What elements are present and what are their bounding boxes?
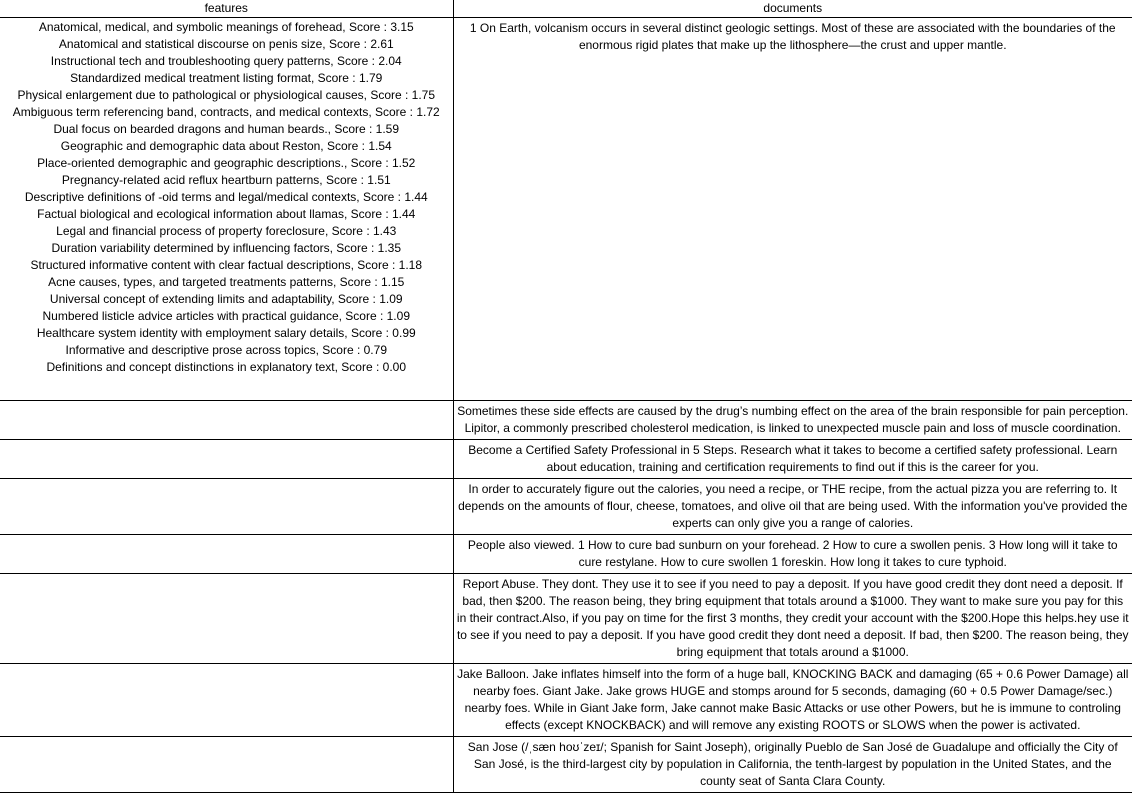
features-cell-empty <box>0 400 453 439</box>
documents-column-header: documents <box>763 1 823 15</box>
feature-line: Healthcare system identity with employment salary details, Score : 0.99 <box>36 325 416 340</box>
table-row <box>0 573 1132 663</box>
feature-line: Numbered listicle advice articles with practical guidance, Score : 1.09 <box>42 308 410 323</box>
table-row <box>0 478 1132 534</box>
features-cell-empty <box>0 736 453 792</box>
table-row <box>0 663 1132 736</box>
feature-line: Physical enlargement due to pathological or physiological causes, Score : 1.75 <box>17 87 436 102</box>
features-column-header: features <box>0 0 453 17</box>
document-cell: Report Abuse. They dont. They use it to see if you need to pay a deposit. If you have good credit they dont need a deposit. If bad, then $200. The reason being, they bring equipment that totals around a $1000. They want to make sure you pay for this in their contract.Also, if you pay on time for the first 3 months, they credit your account with the $200.Hope this helps.hey use it to see if you need to pay a deposit. If you have good credit they dont need a deposit. If bad, then $200. The reason being, they bring equipment that totals around a $1000. <box>456 576 1129 659</box>
table-row <box>0 736 1132 792</box>
feature-line: Instructional tech and troubleshooting query patterns, Score : 2.04 <box>50 53 402 68</box>
feature-line: Acne causes, types, and targeted treatments patterns, Score : 1.15 <box>48 274 405 289</box>
features-cell-empty <box>0 573 453 663</box>
feature-line: Ambiguous term referencing band, contracts, and medical contexts, Score : 1.72 <box>12 104 440 119</box>
feature-line: Standardized medical treatment listing format, Score : 1.79 <box>70 70 383 85</box>
feature-line: Anatomical, medical, and symbolic meanings of forehead, Score : 3.15 <box>38 19 414 34</box>
feature-line: Pregnancy-related acid reflux heartburn patterns, Score : 1.51 <box>61 172 391 187</box>
feature-line: Legal and financial process of property foreclosure, Score : 1.43 <box>56 223 397 238</box>
table-row <box>0 17 1132 400</box>
feature-line: Anatomical and statistical discourse on penis size, Score : 2.61 <box>58 36 394 51</box>
features-cell-empty <box>0 534 453 573</box>
features-cell-empty <box>0 478 453 534</box>
feature-line: Informative and descriptive prose across topics, Score : 0.79 <box>65 342 387 357</box>
document-cell: Become a Certified Safety Professional in 5 Steps. Research what it takes to become a certified safety professional. Learn about education, training and certification requirements to find out if this is the career for you. <box>468 442 1118 474</box>
document-cell: People also viewed. 1 How to cure bad sunburn on your forehead. 2 How to cure a swollen penis. 3 How long will it take to cure restylane. How to cure swollen 1 foreskin. How long it takes to cure typhoid. <box>467 537 1118 569</box>
feature-line: Descriptive definitions of -oid terms and legal/medical contexts, Score : 1.44 <box>24 189 428 204</box>
table-row <box>0 534 1132 573</box>
table-row <box>0 400 1132 439</box>
feature-line: Geographic and demographic data about Reston, Score : 1.54 <box>60 138 392 153</box>
document-cell: Jake Balloon. Jake inflates himself into the form of a huge ball, KNOCKING BACK and damaging (65 + 0.6 Power Damage) all nearby foes. Giant Jake. Jake grows HUGE and stomps around for 5 seconds, damaging (60 + 0.5 Power Damage/sec.) nearby foes. While in Giant Jake form, Jake cannot make Basic Attacks or use other Powers, but he is immune to controling effects (except KNOCKBACK) and will remove any existing ROOTS or SLOWS when the power is activated. <box>457 666 1129 732</box>
feature-line: Place-oriented demographic and geographic descriptions., Score : 1.52 <box>37 155 416 170</box>
feature-line: Factual biological and ecological information about llamas, Score : 1.44 <box>37 206 416 221</box>
document-cell: San Jose (/ˌsæn hoʊˈzeɪ/; Spanish for Saint Joseph), originally Pueblo de San José de Guadalupe and officially the City of San José, is the third-largest city by population in California, the tenth-largest by population in the United States, and the county seat of Santa Clara County. <box>467 739 1118 788</box>
feature-line: Dual focus on bearded dragons and human beards., Score : 1.59 <box>53 121 400 136</box>
feature-line: Duration variability determined by influencing factors, Score : 1.35 <box>51 240 401 255</box>
features-cell <box>0 17 453 400</box>
header-row <box>0 0 1132 17</box>
feature-line: Structured informative content with clear factual descriptions, Score : 1.18 <box>30 257 423 272</box>
document-cell: In order to accurately figure out the calories, you need a recipe, or THE recipe, from the actual pizza you are referring to. It depends on the amounts of flour, cheese, tomatoes, and olive oil that are being used. With the information you've provided the experts can only give you a range of calories. <box>458 481 1128 530</box>
features-cell-empty <box>0 663 453 736</box>
document-cell: Sometimes these side effects are caused by the drug’s numbing effect on the area of the brain responsible for pain perception. Lipitor, a commonly prescribed cholesterol medication, is linked to unexpected muscle pain and loss of muscle coordination. <box>457 403 1129 435</box>
feature-line: Universal concept of extending limits and adaptability, Score : 1.09 <box>49 291 403 306</box>
document-cell: 1 On Earth, volcanism occurs in several distinct geologic settings. Most of these are associated with the boundaries of the enormous rigid plates that make up the lithosphere—the crust and upper mantle. <box>469 20 1116 52</box>
feature-line: Definitions and concept distinctions in explanatory text, Score : 0.00 <box>46 359 407 374</box>
table-row <box>0 439 1132 478</box>
features-cell-empty <box>0 439 453 478</box>
